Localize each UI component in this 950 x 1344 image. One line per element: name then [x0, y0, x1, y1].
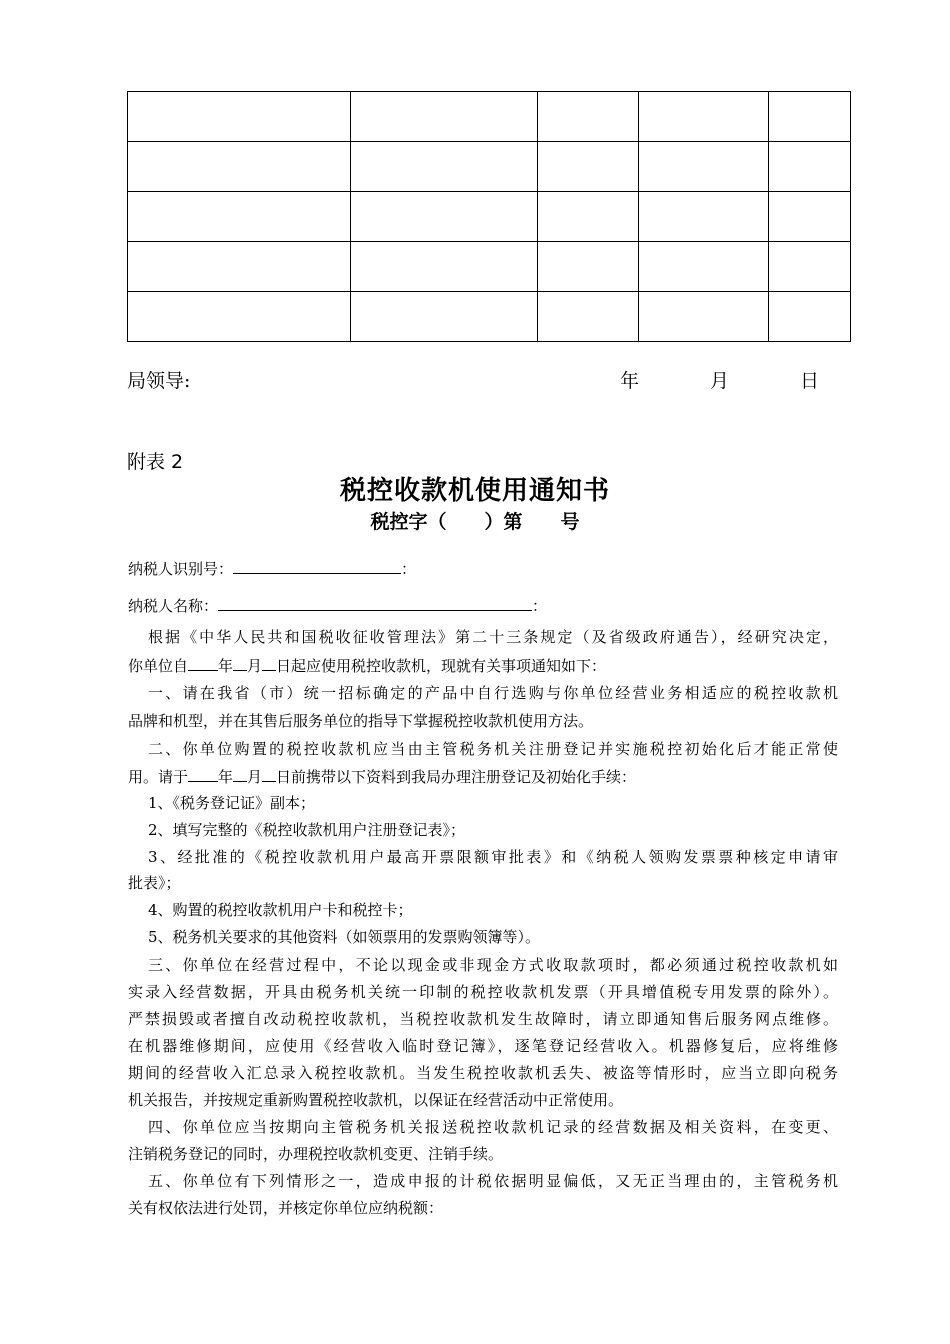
month-blank[interactable]	[233, 766, 247, 782]
paragraph-line: 机关报告，并按规定重新购置税控收款机，以保证在经营活动中正常使用。	[128, 1091, 624, 1109]
paragraph-line: 注销税务登记的同时，办理税控收款机变更、注销手续。	[128, 1145, 504, 1163]
paragraph-line: 品牌和机型，并在其售后服务单位的指导下掌握税控收款机使用方法。	[128, 712, 594, 730]
date-year: 年	[620, 370, 640, 392]
approval-table	[127, 91, 851, 342]
attachment-label: 附表 2	[127, 451, 184, 473]
intro-line	[128, 655, 838, 676]
table-row	[128, 242, 851, 292]
table-cell	[351, 192, 538, 242]
year-blank[interactable]	[188, 766, 218, 782]
table-cell	[639, 142, 769, 192]
paragraph-line: 五、你单位有下列情形之一，造成申报的计税依据明显偏低，又无正当理由的，主管税务机	[148, 1172, 838, 1190]
paragraph-line: 四、你单位应当按期向主管税务机关报送税控收款机记录的经营数据及相关资料，在变更、	[148, 1118, 838, 1136]
table-cell	[351, 92, 538, 142]
list-item: 批表》；	[128, 874, 181, 892]
table-cell	[639, 92, 769, 142]
table-cell	[128, 92, 351, 142]
table-cell	[538, 142, 639, 192]
text: 月	[247, 657, 263, 675]
table-cell	[351, 292, 538, 342]
day-blank[interactable]	[262, 766, 276, 782]
document-title: 税控收款机使用通知书	[339, 476, 610, 506]
table-cell	[351, 242, 538, 292]
table-cell	[538, 192, 639, 242]
table-cell	[769, 92, 851, 142]
list-item: 1、《税务登记证》副本；	[148, 794, 316, 812]
table-row	[128, 192, 851, 242]
field-colon: ：	[401, 560, 417, 578]
list-item: 5、税务机关要求的其他资料（如领票用的发票购领簿等）。	[148, 928, 541, 946]
table-cell	[639, 242, 769, 292]
paragraph-line: 二、你单位购置的税控收款机应当由主管税务机关注册登记并实施税控初始化后才能正常使	[148, 740, 838, 758]
table-row	[128, 92, 851, 142]
intro-line: 根据《中华人民共和国税收征收管理法》第二十三条规定（及省级政府通告），经研究决定，	[148, 628, 838, 646]
leader-label: 局领导:	[127, 370, 191, 392]
taxpayer-name-field	[128, 595, 838, 616]
date-month: 月	[710, 370, 730, 392]
taxpayer-name-blank[interactable]	[218, 595, 532, 611]
taxpayer-name-label: 纳税人名称：	[128, 597, 219, 615]
text: 用。请于	[128, 768, 189, 786]
paragraph-line: 期间的经营收入汇总录入税控收款机。当发生税控收款机丢失、被盗等情形时，应当立即向税务	[128, 1064, 838, 1082]
table-row	[128, 142, 851, 192]
paragraph-line: 实录入经营数据，开具由税务机关统一印制的税控收款机发票（开具增值税专用发票的除外）。	[128, 983, 838, 1001]
table-cell	[128, 292, 351, 342]
table-row	[128, 292, 851, 342]
text: 日前携带以下资料到我局办理注册登记及初始化手续：	[276, 768, 637, 786]
text: 年	[218, 768, 234, 786]
table-cell	[128, 242, 351, 292]
date-day: 日	[800, 370, 820, 392]
table-cell	[639, 192, 769, 242]
month-blank[interactable]	[233, 655, 247, 671]
taxpayer-id-blank[interactable]	[233, 558, 401, 574]
table-cell	[351, 142, 538, 192]
paragraph-line	[128, 766, 838, 787]
day-blank[interactable]	[262, 655, 276, 671]
table-cell	[538, 292, 639, 342]
table-cell	[769, 292, 851, 342]
paragraph-line: 一、请在我省（市）统一招标确定的产品中自行选购与你单位经营业务相适应的税控收款机	[148, 684, 838, 702]
paragraph-line: 严禁损毁或者擅自改动税控收款机，当税控收款机发生故障时，请立即通知售后服务网点维修。	[128, 1010, 838, 1028]
table-cell	[538, 242, 639, 292]
text: 月	[247, 768, 263, 786]
field-colon: ：	[532, 597, 548, 615]
table-cell	[538, 92, 639, 142]
text: 你单位自	[128, 657, 189, 675]
table-cell	[128, 142, 351, 192]
paragraph-line: 在机器维修期间，应使用《经营收入临时登记簿》，逐笔登记经营收入。机器修复后，应将维修	[128, 1037, 838, 1055]
text: 年	[218, 657, 234, 675]
taxpayer-id-field	[128, 558, 838, 579]
list-item: 2、填写完整的《税控收款机用户注册登记表》；	[148, 821, 466, 839]
table-cell	[639, 292, 769, 342]
list-item: 4、购置的税控收款机用户卡和税控卡；	[148, 901, 413, 919]
text: 日起应使用税控收款机，现就有关事项通知如下：	[276, 657, 607, 675]
paragraph-line: 三、你单位在经营过程中，不论以现金或非现金方式收取款项时，都必须通过税控收款机如	[148, 956, 838, 974]
taxpayer-id-label: 纳税人识别号：	[128, 560, 234, 578]
paragraph-line: 关有权依法进行处罚，并核定你单位应纳税额：	[128, 1199, 444, 1217]
table-cell	[769, 192, 851, 242]
year-blank[interactable]	[188, 655, 218, 671]
document-subtitle: 税控字（ ）第 号	[370, 511, 580, 533]
table-cell	[769, 242, 851, 292]
table-cell	[769, 142, 851, 192]
table-cell	[128, 192, 351, 242]
list-item: 3、经批准的《税控收款机用户最高开票限额审批表》和《纳税人领购发票票种核定申请审	[148, 848, 838, 866]
